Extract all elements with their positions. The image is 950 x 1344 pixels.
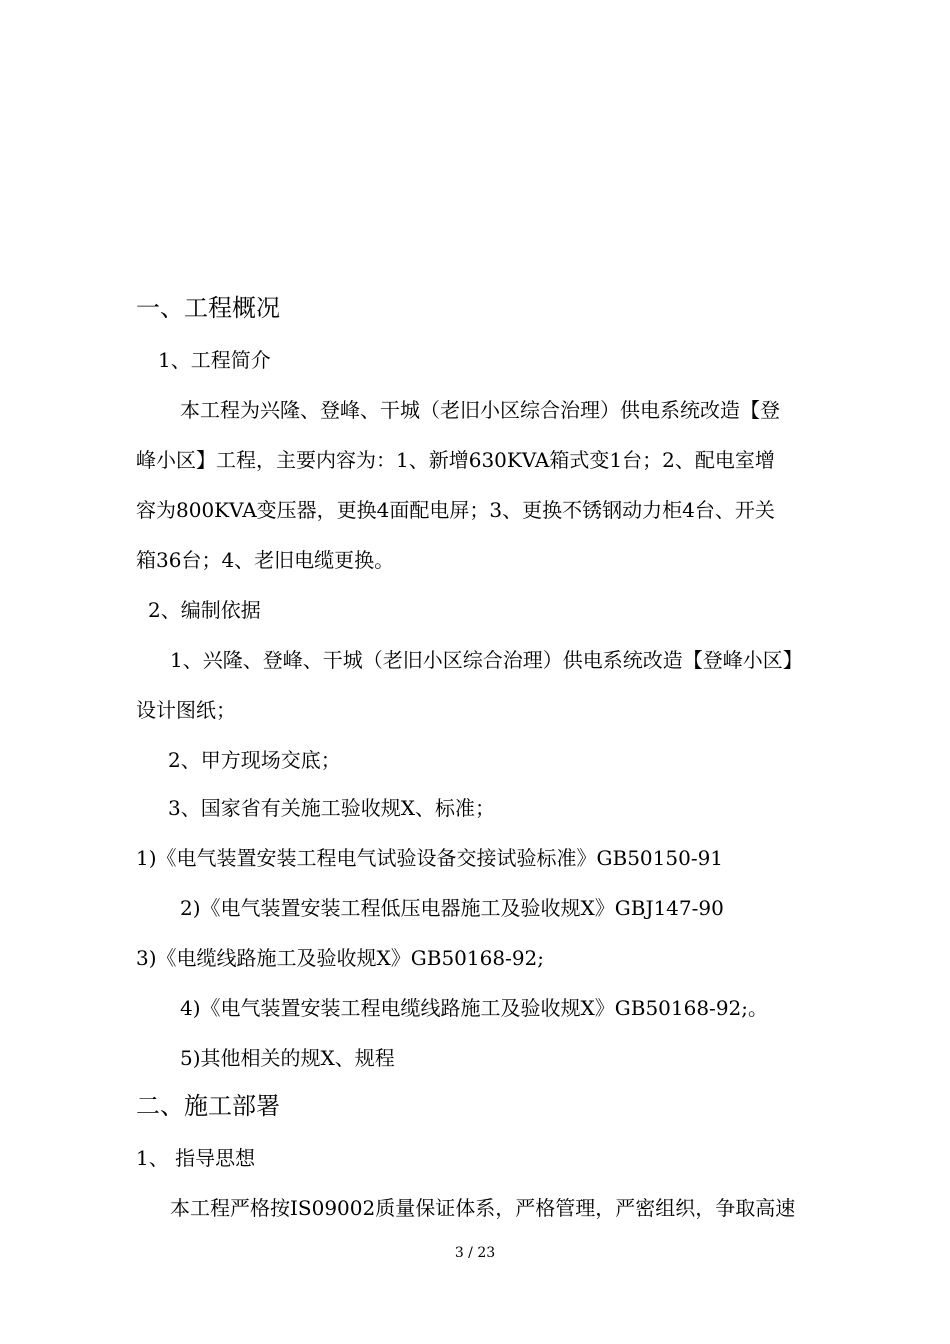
subheading-basis: 2、编制依据 — [148, 598, 261, 622]
standard-item: 3)《电缆线路施工及验收规X》GB50168-92; — [136, 946, 545, 970]
section-heading-overview: 一、工程概况 — [136, 294, 280, 322]
standard-item: 5)其他相关的规X、规程 — [180, 1046, 395, 1070]
basis-line: 2、甲方现场交底； — [168, 748, 341, 772]
subheading-guiding-idea: 1、 指导思想 — [136, 1146, 256, 1170]
intro-paragraph-line: 本工程为兴隆、登峰、干城（老旧小区综合治理）供电系统改造【登 — [180, 398, 780, 422]
intro-paragraph-line: 峰小区】工程，主要内容为：1、新增630KVA箱式变1台；2、配电室增 — [136, 448, 775, 472]
intro-paragraph-line: 箱36台；4、老旧电缆更换。 — [136, 548, 395, 572]
standard-item: 4)《电气装置安装工程电缆线路施工及验收规X》GB50168-92;。 — [180, 996, 769, 1020]
section-heading-deployment: 二、施工部署 — [136, 1092, 280, 1120]
basis-line: 设计图纸； — [136, 698, 236, 722]
basis-line: 1、兴隆、登峰、干城（老旧小区综合治理）供电系统改造【登峰小区】 — [170, 648, 803, 672]
basis-line: 3、国家省有关施工验收规X、标准； — [168, 796, 495, 820]
standard-item: 1)《电气装置安装工程电气试验设备交接试验标准》GB50150-91 — [136, 846, 724, 870]
subheading-project-intro: 1、工程简介 — [158, 348, 271, 372]
intro-paragraph-line: 容为800KVA变压器，更换4面配电屏；3、更换不锈钢动力柜4台、开关 — [136, 498, 775, 522]
page-number: 3 / 23 — [454, 1245, 496, 1261]
guiding-paragraph-line: 本工程严格按IS09002质量保证体系，严格管理，严密组织，争取高速 — [170, 1196, 796, 1220]
standard-item: 2)《电气装置安装工程低压电器施工及验收规X》GBJ147-90 — [180, 896, 724, 920]
